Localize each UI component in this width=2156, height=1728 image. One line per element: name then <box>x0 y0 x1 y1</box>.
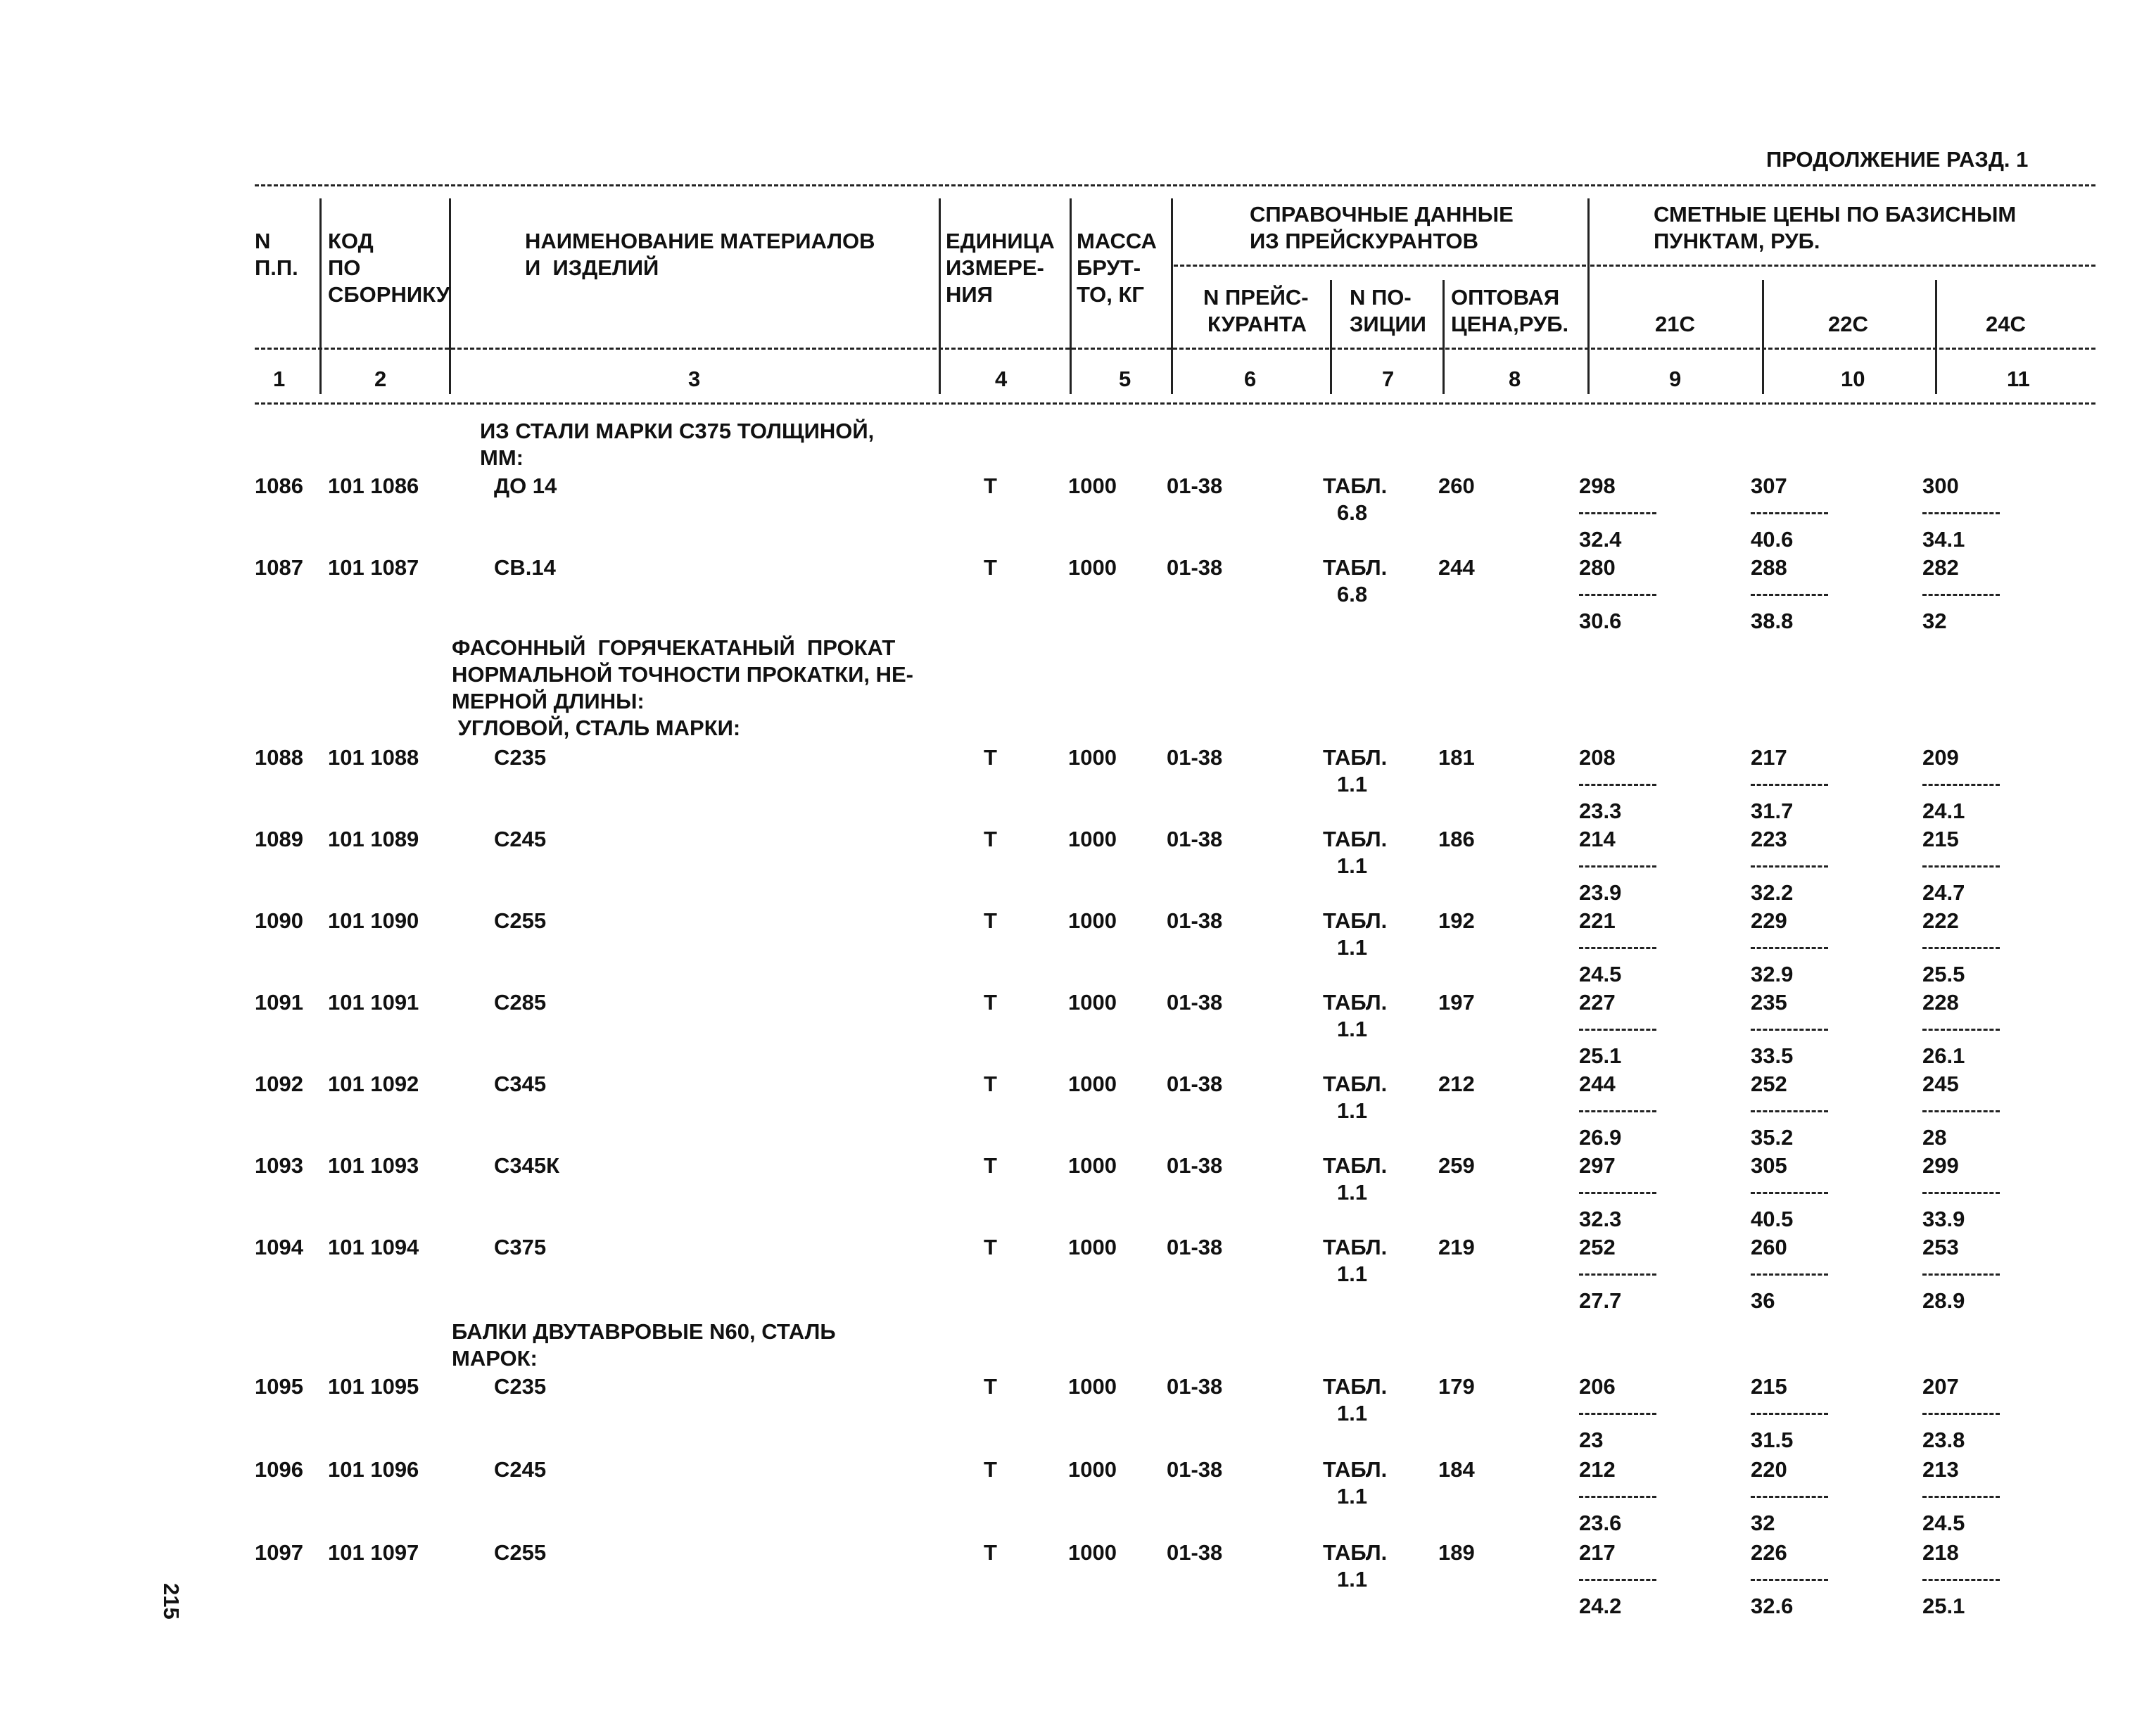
cell-kod: 101 1090 <box>328 908 419 933</box>
cell-preis: 01-38 <box>1167 990 1223 1015</box>
cell-kod: 101 1093 <box>328 1153 419 1178</box>
cell-preis: 01-38 <box>1167 908 1223 933</box>
header-unit-2: ИЗМЕРЕ- <box>946 255 1044 280</box>
cell-mass: 1000 <box>1068 827 1117 851</box>
section-heading: НОРМАЛЬНОЙ ТОЧНОСТИ ПРОКАТКИ, НЕ- <box>452 662 913 687</box>
cell-c21: 208 <box>1579 745 1616 770</box>
cell-c22: 252 <box>1751 1072 1787 1096</box>
cell-pos2: 6.8 <box>1337 582 1368 606</box>
cell-preis: 01-38 <box>1167 745 1223 770</box>
cell-pos2: 1.1 <box>1337 935 1368 960</box>
cell-price: 184 <box>1438 1457 1475 1482</box>
fraction-bar <box>1922 1496 2000 1498</box>
fraction-bar <box>1579 1192 1656 1194</box>
cell-preis: 01-38 <box>1167 555 1223 580</box>
fraction-bar <box>1751 1192 1828 1194</box>
cell-c21: 298 <box>1579 474 1616 498</box>
cell-pos1: ТАБЛ. <box>1323 1235 1388 1259</box>
cell-name: С235 <box>494 1374 547 1399</box>
cell-c22b: 36 <box>1751 1288 1775 1313</box>
fraction-bar <box>1579 1413 1656 1415</box>
header-pos-1: N ПО- <box>1350 285 1412 310</box>
cell-mass: 1000 <box>1068 474 1117 498</box>
cell-c24: 218 <box>1922 1540 1959 1565</box>
cell-pos2: 6.8 <box>1337 500 1368 525</box>
cell-c24b: 32 <box>1922 609 1947 633</box>
col-divider <box>1442 280 1445 394</box>
cell-c22b: 38.8 <box>1751 609 1794 633</box>
cell-unit: Т <box>984 1153 997 1178</box>
header-est-1: СМЕТНЫЕ ЦЕНЫ ПО БАЗИСНЫМ <box>1654 202 2017 227</box>
cell-n: 1093 <box>255 1153 303 1178</box>
fraction-bar <box>1922 1413 2000 1415</box>
section-heading: УГЛОВОЙ, СТАЛЬ МАРКИ: <box>452 716 741 740</box>
header-mass-2: БРУТ- <box>1077 255 1141 280</box>
cell-preis: 01-38 <box>1167 1072 1223 1096</box>
cell-c21b: 23 <box>1579 1428 1604 1452</box>
col-divider <box>1171 198 1173 394</box>
cell-c24b: 24.1 <box>1922 799 1965 823</box>
header-est-2: ПУНКТАМ, РУБ. <box>1654 229 1820 253</box>
cell-unit: Т <box>984 1540 997 1565</box>
header-name-2: И ИЗДЕЛИЙ <box>525 255 659 280</box>
cell-pos2: 1.1 <box>1337 1262 1368 1286</box>
cell-c22b: 32.9 <box>1751 962 1794 986</box>
cell-price: 244 <box>1438 555 1475 580</box>
cell-unit: Т <box>984 908 997 933</box>
cell-n: 1095 <box>255 1374 303 1399</box>
cell-c24: 245 <box>1922 1072 1959 1096</box>
group-rule <box>1590 265 2095 267</box>
cell-pos1: ТАБЛ. <box>1323 908 1388 933</box>
cell-c21b: 23.9 <box>1579 880 1622 905</box>
header-22c: 22С <box>1828 312 1868 336</box>
cell-pos1: ТАБЛ. <box>1323 474 1388 498</box>
cell-c22: 223 <box>1751 827 1787 851</box>
fraction-bar <box>1579 594 1656 596</box>
header-ref-1: СПРАВОЧНЫЕ ДАННЫЕ <box>1250 202 1514 227</box>
cell-c24b: 26.1 <box>1922 1043 1965 1068</box>
cell-c21: 212 <box>1579 1457 1616 1482</box>
cell-pos2: 1.1 <box>1337 772 1368 796</box>
cell-c22: 288 <box>1751 555 1787 580</box>
header-21c: 21С <box>1655 312 1695 336</box>
cell-c21: 227 <box>1579 990 1616 1015</box>
cell-c22b: 32.2 <box>1751 880 1794 905</box>
fraction-bar <box>1751 1029 1828 1031</box>
col-num: 5 <box>1119 367 1131 391</box>
cell-pos1: ТАБЛ. <box>1323 1072 1388 1096</box>
cell-c24b: 25.5 <box>1922 962 1965 986</box>
col-num: 7 <box>1382 367 1395 391</box>
header-unit-1: ЕДИНИЦА <box>946 229 1055 253</box>
page-number: 215 <box>159 1583 184 1620</box>
cell-c22b: 35.2 <box>1751 1125 1794 1150</box>
cell-pos2: 1.1 <box>1337 1017 1368 1041</box>
cell-c21: 252 <box>1579 1235 1616 1259</box>
fraction-bar <box>1751 784 1828 786</box>
cell-pos2: 1.1 <box>1337 1098 1368 1123</box>
header-np-2: П.П. <box>255 255 298 280</box>
cell-mass: 1000 <box>1068 908 1117 933</box>
col-num: 11 <box>2007 367 2030 391</box>
cell-c21: 244 <box>1579 1072 1616 1096</box>
cell-n: 1096 <box>255 1457 303 1482</box>
cell-kod: 101 1092 <box>328 1072 419 1096</box>
cell-unit: Т <box>984 1457 997 1482</box>
fraction-bar <box>1922 784 2000 786</box>
col-divider <box>319 198 322 394</box>
fraction-bar <box>1751 1273 1828 1276</box>
cell-pos1: ТАБЛ. <box>1323 1153 1388 1178</box>
cell-c24: 299 <box>1922 1153 1959 1178</box>
cell-pos2: 1.1 <box>1337 1484 1368 1508</box>
fraction-bar <box>1922 1192 2000 1194</box>
cell-pos1: ТАБЛ. <box>1323 990 1388 1015</box>
section-heading: МЕРНОЙ ДЛИНЫ: <box>452 689 645 713</box>
cell-n: 1091 <box>255 990 303 1015</box>
cell-c22: 226 <box>1751 1540 1787 1565</box>
cell-c24: 300 <box>1922 474 1959 498</box>
cell-n: 1089 <box>255 827 303 851</box>
cell-c21b: 32.4 <box>1579 527 1622 552</box>
cell-c21b: 24.2 <box>1579 1594 1622 1618</box>
cell-pos2: 1.1 <box>1337 1180 1368 1205</box>
cell-n: 1090 <box>255 908 303 933</box>
cell-c24b: 34.1 <box>1922 527 1965 552</box>
fraction-bar <box>1922 947 2000 949</box>
col-num: 8 <box>1509 367 1521 391</box>
cell-pos1: ТАБЛ. <box>1323 1457 1388 1482</box>
cell-pos2: 1.1 <box>1337 1567 1368 1592</box>
fraction-bar <box>1579 1110 1656 1112</box>
col-num: 3 <box>688 367 701 391</box>
fraction-bar <box>1922 512 2000 514</box>
cell-c22b: 40.6 <box>1751 527 1794 552</box>
cell-pos1: ТАБЛ. <box>1323 1374 1388 1399</box>
cell-price: 212 <box>1438 1072 1475 1096</box>
cell-c22: 215 <box>1751 1374 1787 1399</box>
continuation-note: ПРОДОЛЖЕНИЕ РАЗД. 1 <box>1766 147 2029 172</box>
cell-pos1: ТАБЛ. <box>1323 745 1388 770</box>
cell-c22: 305 <box>1751 1153 1787 1178</box>
fraction-bar <box>1751 947 1828 949</box>
section-heading: ИЗ СТАЛИ МАРКИ С375 ТОЛЩИНОЙ, <box>480 419 875 443</box>
cell-n: 1097 <box>255 1540 303 1565</box>
cell-c21: 221 <box>1579 908 1616 933</box>
cell-c21: 297 <box>1579 1153 1616 1178</box>
col-num: 1 <box>273 367 286 391</box>
cell-c24: 282 <box>1922 555 1959 580</box>
cell-pos2: 1.1 <box>1337 1401 1368 1425</box>
cell-c24b: 28.9 <box>1922 1288 1965 1313</box>
cell-preis: 01-38 <box>1167 474 1223 498</box>
header-price-2: ЦЕНА,РУБ. <box>1451 312 1569 336</box>
fraction-bar <box>1579 865 1656 868</box>
cell-preis: 01-38 <box>1167 1540 1223 1565</box>
fraction-bar <box>1751 865 1828 868</box>
cell-name: С345К <box>494 1153 560 1178</box>
cell-name: С285 <box>494 990 547 1015</box>
cell-kod: 101 1096 <box>328 1457 419 1482</box>
fraction-bar <box>1922 1029 2000 1031</box>
fraction-bar <box>1579 1273 1656 1276</box>
cell-c22: 217 <box>1751 745 1787 770</box>
cell-c22b: 32 <box>1751 1511 1775 1535</box>
cell-c24b: 24.5 <box>1922 1511 1965 1535</box>
cell-mass: 1000 <box>1068 1457 1117 1482</box>
cell-c22b: 32.6 <box>1751 1594 1794 1618</box>
cell-price: 179 <box>1438 1374 1475 1399</box>
cell-n: 1094 <box>255 1235 303 1259</box>
cell-c21b: 30.6 <box>1579 609 1622 633</box>
group-rule <box>1174 265 1586 267</box>
cell-mass: 1000 <box>1068 1374 1117 1399</box>
fraction-bar <box>1579 1579 1656 1581</box>
cell-name: С375 <box>494 1235 547 1259</box>
col-num: 6 <box>1244 367 1257 391</box>
cell-c22b: 31.7 <box>1751 799 1794 823</box>
cell-c24: 215 <box>1922 827 1959 851</box>
header-preis-2: КУРАНТА <box>1207 312 1307 336</box>
cell-name: С245 <box>494 1457 547 1482</box>
cell-c21: 217 <box>1579 1540 1616 1565</box>
cell-c24b: 28 <box>1922 1125 1947 1150</box>
header-unit-3: НИЯ <box>946 282 993 307</box>
cell-preis: 01-38 <box>1167 827 1223 851</box>
fraction-bar <box>1922 1273 2000 1276</box>
cell-pos1: ТАБЛ. <box>1323 555 1388 580</box>
cell-c22b: 40.5 <box>1751 1207 1794 1231</box>
cell-kod: 101 1095 <box>328 1374 419 1399</box>
cell-name: С255 <box>494 908 547 933</box>
number-row-rule <box>255 348 2095 350</box>
fraction-bar <box>1751 1413 1828 1415</box>
header-name-1: НАИМЕНОВАНИЕ МАТЕРИАЛОВ <box>525 229 875 253</box>
cell-pos1: ТАБЛ. <box>1323 1540 1388 1565</box>
section-heading: МАРОК: <box>452 1346 538 1371</box>
cell-c21b: 24.5 <box>1579 962 1622 986</box>
cell-preis: 01-38 <box>1167 1153 1223 1178</box>
cell-preis: 01-38 <box>1167 1235 1223 1259</box>
header-mass-3: ТО, КГ <box>1077 282 1144 307</box>
cell-mass: 1000 <box>1068 745 1117 770</box>
col-divider <box>1762 280 1764 394</box>
cell-price: 219 <box>1438 1235 1475 1259</box>
cell-pos2: 1.1 <box>1337 853 1368 878</box>
header-mass-1: МАССА <box>1077 229 1157 253</box>
cell-c21b: 25.1 <box>1579 1043 1622 1068</box>
col-divider <box>1070 198 1072 394</box>
cell-mass: 1000 <box>1068 990 1117 1015</box>
fraction-bar <box>1922 1579 2000 1581</box>
header-kod-2: ПО <box>328 255 361 280</box>
cell-price: 189 <box>1438 1540 1475 1565</box>
cell-price: 186 <box>1438 827 1475 851</box>
cell-unit: Т <box>984 555 997 580</box>
cell-c21: 206 <box>1579 1374 1616 1399</box>
cell-pos1: ТАБЛ. <box>1323 827 1388 851</box>
cell-c21: 280 <box>1579 555 1616 580</box>
cell-mass: 1000 <box>1068 1153 1117 1178</box>
cell-c21: 214 <box>1579 827 1616 851</box>
fraction-bar <box>1751 1110 1828 1112</box>
cell-c21b: 26.9 <box>1579 1125 1622 1150</box>
cell-c22: 260 <box>1751 1235 1787 1259</box>
section-heading: ММ: <box>480 445 524 470</box>
table-top-rule <box>255 184 2095 186</box>
header-kod-3: СБОРНИКУ <box>328 282 450 307</box>
cell-mass: 1000 <box>1068 1235 1117 1259</box>
header-pos-2: ЗИЦИИ <box>1350 312 1426 336</box>
header-kod-1: КОД <box>328 229 374 253</box>
header-preis-1: N ПРЕЙС- <box>1203 285 1309 310</box>
section-heading: ФАСОННЫЙ ГОРЯЧЕКАТАНЫЙ ПРОКАТ <box>452 635 896 660</box>
cell-name: С245 <box>494 827 547 851</box>
cell-kod: 101 1091 <box>328 990 419 1015</box>
cell-kod: 101 1089 <box>328 827 419 851</box>
cell-c24: 253 <box>1922 1235 1959 1259</box>
col-divider <box>1587 198 1590 394</box>
cell-unit: Т <box>984 1072 997 1096</box>
cell-c22: 307 <box>1751 474 1787 498</box>
col-divider <box>1935 280 1937 394</box>
col-num: 9 <box>1669 367 1682 391</box>
cell-c24b: 25.1 <box>1922 1594 1965 1618</box>
fraction-bar <box>1922 1110 2000 1112</box>
cell-c24: 207 <box>1922 1374 1959 1399</box>
cell-c24: 209 <box>1922 745 1959 770</box>
cell-c24b: 33.9 <box>1922 1207 1965 1231</box>
col-divider <box>939 198 941 394</box>
col-divider <box>1330 280 1332 394</box>
cell-name: СВ.14 <box>494 555 556 580</box>
cell-c22b: 33.5 <box>1751 1043 1794 1068</box>
cell-n: 1086 <box>255 474 303 498</box>
header-ref-2: ИЗ ПРЕЙСКУРАНТОВ <box>1250 229 1478 253</box>
fraction-bar <box>1751 1579 1828 1581</box>
fraction-bar <box>1579 947 1656 949</box>
cell-c24b: 23.8 <box>1922 1428 1965 1452</box>
col-num: 2 <box>374 367 387 391</box>
cell-c22b: 31.5 <box>1751 1428 1794 1452</box>
header-np-1: N <box>255 229 271 253</box>
cell-c24: 228 <box>1922 990 1959 1015</box>
fraction-bar <box>1751 512 1828 514</box>
cell-c22: 235 <box>1751 990 1787 1015</box>
cell-kod: 101 1086 <box>328 474 419 498</box>
cell-kod: 101 1087 <box>328 555 419 580</box>
cell-c22: 229 <box>1751 908 1787 933</box>
cell-mass: 1000 <box>1068 555 1117 580</box>
cell-name: С345 <box>494 1072 547 1096</box>
cell-kod: 101 1097 <box>328 1540 419 1565</box>
cell-c24: 222 <box>1922 908 1959 933</box>
cell-c21b: 23.6 <box>1579 1511 1622 1535</box>
header-price-1: ОПТОВАЯ <box>1451 285 1560 310</box>
col-num: 10 <box>1841 367 1865 391</box>
cell-price: 192 <box>1438 908 1475 933</box>
cell-n: 1092 <box>255 1072 303 1096</box>
cell-c24: 213 <box>1922 1457 1959 1482</box>
fraction-bar <box>1751 1496 1828 1498</box>
cell-price: 260 <box>1438 474 1475 498</box>
fraction-bar <box>1579 1029 1656 1031</box>
cell-unit: Т <box>984 990 997 1015</box>
cell-price: 197 <box>1438 990 1475 1015</box>
cell-price: 259 <box>1438 1153 1475 1178</box>
fraction-bar <box>1922 594 2000 596</box>
cell-unit: Т <box>984 474 997 498</box>
cell-unit: Т <box>984 827 997 851</box>
cell-price: 181 <box>1438 745 1475 770</box>
cell-c24b: 24.7 <box>1922 880 1965 905</box>
cell-c21b: 32.3 <box>1579 1207 1622 1231</box>
col-num: 4 <box>995 367 1008 391</box>
cell-unit: Т <box>984 1374 997 1399</box>
cell-c21b: 27.7 <box>1579 1288 1622 1313</box>
cell-name: С255 <box>494 1540 547 1565</box>
cell-kod: 101 1094 <box>328 1235 419 1259</box>
cell-n: 1088 <box>255 745 303 770</box>
cell-kod: 101 1088 <box>328 745 419 770</box>
header-24c: 24С <box>1986 312 2026 336</box>
cell-c21b: 23.3 <box>1579 799 1622 823</box>
fraction-bar <box>1579 512 1656 514</box>
cell-preis: 01-38 <box>1167 1457 1223 1482</box>
fraction-bar <box>1579 1496 1656 1498</box>
cell-mass: 1000 <box>1068 1072 1117 1096</box>
cell-mass: 1000 <box>1068 1540 1117 1565</box>
cell-name: С235 <box>494 745 547 770</box>
cell-unit: Т <box>984 745 997 770</box>
fraction-bar <box>1922 865 2000 868</box>
cell-preis: 01-38 <box>1167 1374 1223 1399</box>
cell-name: ДО 14 <box>494 474 557 498</box>
cell-c22: 220 <box>1751 1457 1787 1482</box>
cell-unit: Т <box>984 1235 997 1259</box>
section-heading: БАЛКИ ДВУТАВРОВЫЕ N60, СТАЛЬ <box>452 1319 836 1344</box>
fraction-bar <box>1751 594 1828 596</box>
cell-n: 1087 <box>255 555 303 580</box>
header-bottom-rule <box>255 402 2095 405</box>
fraction-bar <box>1579 784 1656 786</box>
